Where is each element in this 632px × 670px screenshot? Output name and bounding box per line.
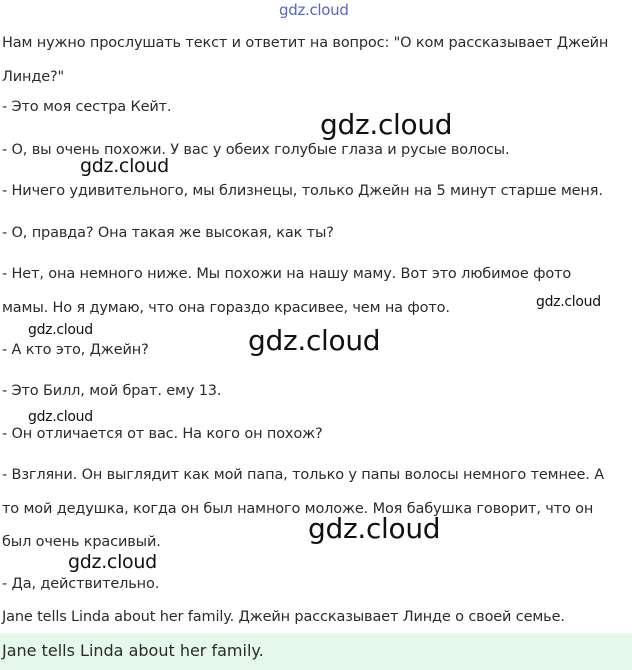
text-line: - Ничего удивительного, мы близнецы, только Джейн на 5 минут старше меня. [2,183,603,199]
text-line: - Взгляни. Он выглядит как мой папа, только у папы волосы немного темнее. А [2,467,604,483]
watermark: gdz.cloud [308,512,441,545]
text-line: - Да, действительно. [2,576,160,592]
watermark: gdz.cloud [536,294,601,310]
site-logo[interactable]: gdz.cloud [279,1,349,19]
text-line: - Это моя сестра Кейт. [2,99,172,115]
text-line: Нам нужно прослушать текст и ответит на вопрос: "О ком рассказывает Джейн [2,35,609,51]
text-line: - Он отличается от вас. На кого он похож? [2,426,323,442]
answer-box [0,633,632,670]
text-line: мамы. Но я думаю, что она гораздо красивее, чем на фото. [2,300,450,316]
text-line: то мой дедушка, когда он был намного моложе. Моя бабушка говорит, что он [2,501,594,517]
watermark: gdz.cloud [320,108,453,141]
text-line: - О, правда? Она такая же высокая, как ты? [2,225,334,241]
watermark: gdz.cloud [80,155,169,177]
watermark: gdz.cloud [28,322,93,338]
text-line: Линде?" [2,69,65,85]
answer-text: Jane tells Linda about her family. [2,641,264,660]
text-line: был очень красивый. [2,534,161,550]
watermark: gdz.cloud [68,551,157,573]
watermark: gdz.cloud [248,324,381,357]
text-line: - О, вы очень похожи. У вас у обеих голубые глаза и русые волосы. [2,142,510,158]
text-line: - Это Билл, мой брат. ему 13. [2,383,222,399]
text-line: - Нет, она немного ниже. Мы похожи на нашу маму. Вот это любимое фото [2,266,572,282]
text-line: - А кто это, Джейн? [2,342,149,358]
watermark: gdz.cloud [28,409,93,425]
text-line: Jane tells Linda about her family. Джейн рассказывает Линде о своей семье. [2,609,565,625]
